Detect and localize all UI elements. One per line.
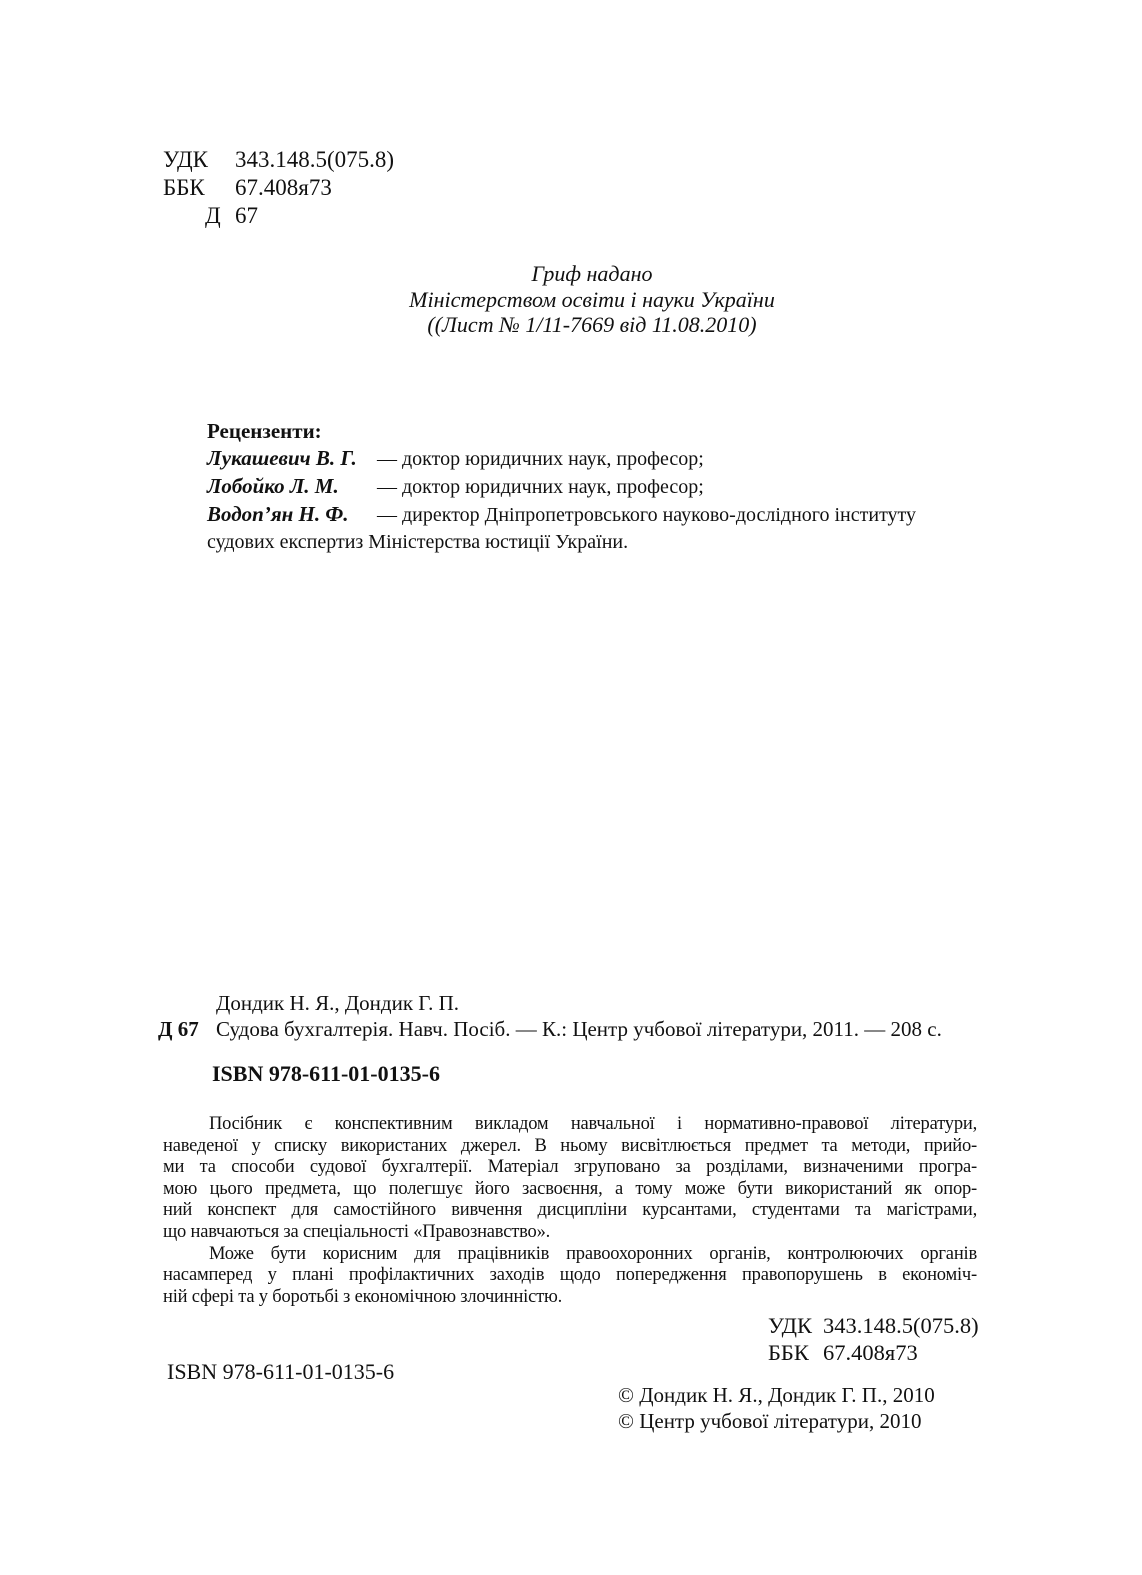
reviewer-name: Лобойко Л. М. [207, 474, 339, 498]
annotation-line: наведеної у списку використаних джерел. В ньому висвітлюється предмет та методи, прийо- [163, 1135, 977, 1156]
catalog-entry: Судова бухгалтерія. Навч. Посіб. — К.: Центр учбової літератури, 2011. — 208 с. [216, 1017, 942, 1041]
bbk-label: ББК [163, 175, 205, 200]
footer-udk-label: УДК [768, 1313, 813, 1338]
footer-bbk-value: 67.408я73 [823, 1339, 918, 1365]
annotation-line: ми та способи судової бухгалтерії. Матеріал згруповано за розділами, визначеними програ- [163, 1157, 977, 1178]
annotation-line: насамперед у плані профілактичних заходів щодо попередження правопорушень в економіч- [163, 1265, 977, 1286]
copyright-block [618, 1383, 935, 1434]
annotation-line: Може бути корисним для працівників правоохоронних органів, контролюючих органів [209, 1243, 977, 1264]
catalog-entry-line [152, 1016, 942, 1042]
reviewers-block [207, 418, 969, 556]
footer-udk-line [768, 1313, 979, 1340]
catalog-authors: Дондик Н. Я., Дондик Г. П. [216, 991, 459, 1015]
reviewer-name: Лукашевич В. Г. [207, 446, 357, 470]
reviewer-name: Водоп’ян Н. Ф. [207, 502, 349, 526]
udk-value: 343.148.5(075.8) [235, 147, 395, 172]
reviewer-description: — директор Дніпропетровського науково-дослідного інституту судових експертиз Міністерства юстиції України. [207, 504, 917, 553]
reviewer-item [207, 445, 969, 473]
grant-line: Міністерством освіти і науки України [409, 286, 775, 312]
footer-classification-block [768, 1313, 979, 1366]
annotation-line: ний конспект для самостійного вивчення дисципліни курсантами, студентами та магістрами, [163, 1200, 977, 1221]
grant-line: ((Лист № 1/11-7669 від 11.08.2010) [427, 312, 757, 337]
classification-block [163, 146, 394, 230]
annotation-block [163, 1114, 977, 1308]
author-sign-value: 67 [235, 203, 258, 228]
catalog-sign: Д 67 [158, 1017, 199, 1041]
annotation-line: ній сфері та у боротьбі з економічною злочинністю. [163, 1286, 563, 1307]
copyright-line: © Дондик Н. Я., Дондик Г. П., 2010 [618, 1383, 935, 1407]
annotation-line: що навчаються за спеціальності «Правознавство». [163, 1221, 551, 1242]
reviewers-heading: Рецензенти: [207, 419, 322, 443]
copyright-line: © Центр учбової літератури, 2010 [618, 1408, 922, 1433]
udk-line [163, 146, 394, 174]
reviewer-item [207, 473, 969, 501]
bbk-value: 67.408я73 [235, 175, 332, 200]
reviewer-item [207, 501, 969, 556]
author-sign-label: Д [205, 203, 221, 228]
footer-udk-value: 343.148.5(075.8) [823, 1313, 979, 1338]
annotation-line: Посібник є конспективним викладом навчальної і нормативно-правової літератури, [209, 1114, 977, 1134]
footer-bbk-label: ББК [768, 1339, 809, 1365]
reviewer-description: — доктор юридичних наук, професор; [377, 476, 704, 498]
grant-line: Гриф надано [531, 261, 653, 286]
isbn-secondary: ISBN 978-611-01-0135-6 [167, 1359, 395, 1384]
bbk-line [163, 174, 394, 202]
isbn-primary: ISBN 978-611-01-0135-6 [212, 1061, 440, 1086]
footer-bbk-line [768, 1340, 979, 1367]
author-sign-line [163, 202, 394, 230]
grant-note [207, 261, 977, 338]
catalog-card [152, 990, 942, 1042]
annotation-line: мою цього предмета, що полегшує його засвоєння, а тому може бути використаний як опор- [163, 1178, 977, 1199]
udk-label: УДК [163, 147, 208, 172]
reviewer-description: — доктор юридичних наук, професор; [377, 448, 704, 470]
